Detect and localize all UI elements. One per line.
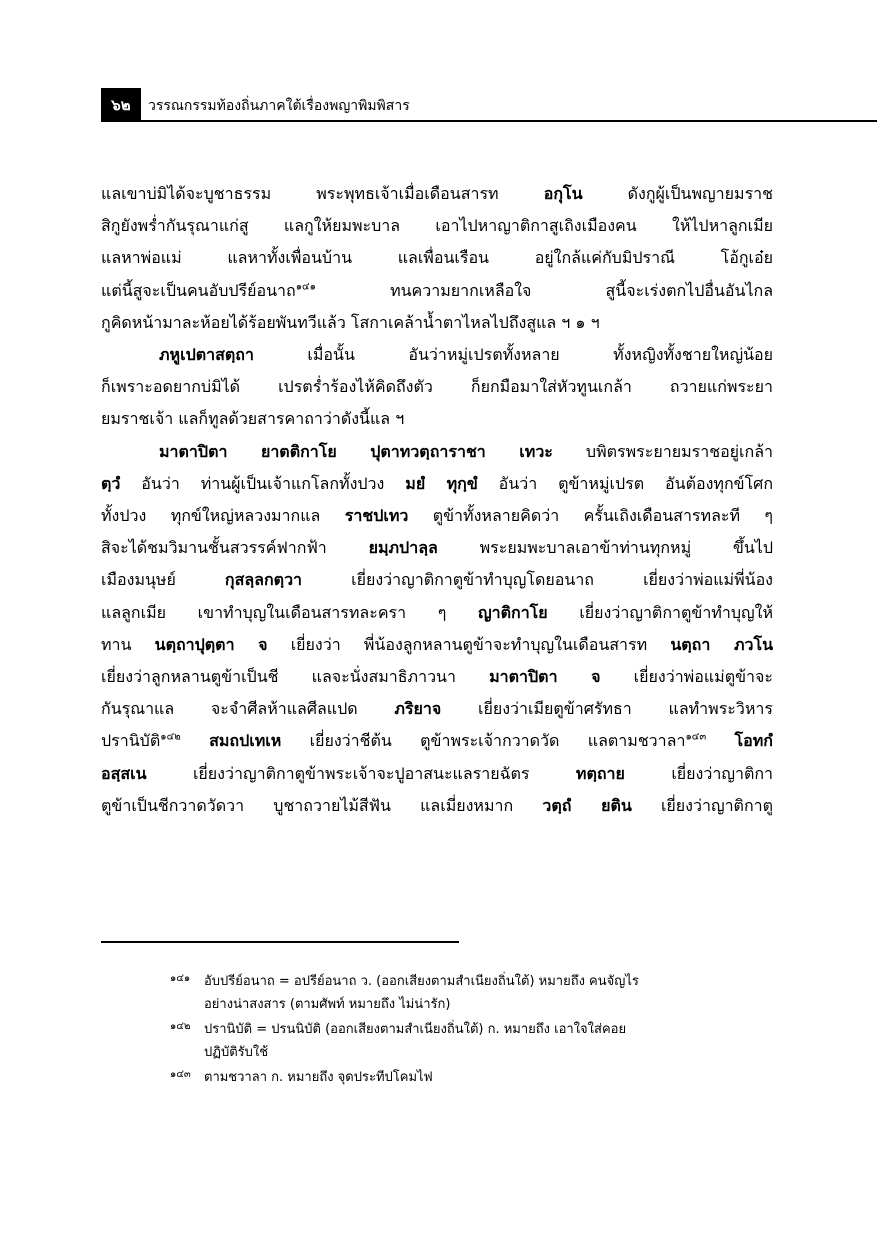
text-run: แต่นี้สูจะเป็นคนอับปรีย์อนาถ bbox=[101, 280, 296, 300]
pali-term: ยมฺภปาลฺล bbox=[368, 538, 438, 558]
text-run: เยี่ยงว่าญาติกาตูข้าพระเจ้าจะปูอาสนะแลรายฉัตร bbox=[146, 763, 576, 783]
pali-term: มาตาปิตา จ bbox=[489, 667, 601, 687]
running-head: วรรณกรรมท้องถิ่นภาคใต้เรื่องพญาพิมพิสาร bbox=[148, 98, 410, 114]
footnote-number: ๑๔๑ bbox=[170, 973, 191, 984]
text-run: ปรานิบัติ bbox=[101, 731, 161, 751]
text-run: สิกูยังพร่ำกันรุณาแก่สู แลกูให้ยมพะบาล เอาไปหาญาติกาสูเถิงเมืองคน ให้ไปหาลูกเมีย bbox=[101, 216, 773, 236]
footnote-line: อย่างน่าสงสาร (ตามศัพท์ หมายถึง ไม่น่ารัก) bbox=[204, 997, 451, 1012]
body-line bbox=[101, 758, 773, 790]
text-run: อันว่า ท่านผู้เป็นเจ้าแกโลกทั้งปวง bbox=[120, 473, 406, 493]
text-run: ก็เพราะอดยากบ่มิได้ เปรตร่ำร้องไห้คิดถึงตัว ก็ยกมือมาใส่หัวทูนเกล้า ถวายแก่พระยา bbox=[101, 377, 773, 397]
text-run: เมื่อนั้น อันว่าหมู่เปรตทั้งหลาย ทั้งหญิงทั้งชายใหญ่น้อย bbox=[253, 345, 773, 365]
body-line bbox=[101, 307, 773, 339]
pali-term: สมถปเทเห bbox=[209, 731, 282, 751]
pali-term: ภริยาจ bbox=[394, 699, 442, 719]
text-run: แลเขาบ่มิได้จะบูชาธรรม พระพุทธเจ้าเมื่อเดือนสารท bbox=[101, 184, 544, 203]
pali-term: โอทกํ bbox=[734, 731, 773, 751]
pali-term: ภหูเปตาสตฺถา bbox=[159, 345, 254, 365]
pali-term: นตฺถาปุตฺตา จ bbox=[154, 634, 268, 654]
body-line bbox=[101, 597, 773, 629]
footnote-ref: ๑๔๒ bbox=[160, 732, 181, 744]
header-rule bbox=[101, 120, 877, 122]
footnote-ref: ๑๔๑ bbox=[295, 281, 316, 293]
text-run: ดังกูผู้เป็นพญายมราช bbox=[582, 184, 773, 203]
text-run: ทนความยากเหลือใจ สูนี้จะเร่งตกไปอื่นอันไกล bbox=[315, 280, 773, 300]
body-text bbox=[101, 178, 773, 822]
text-run: สิจะได้ชมวิมานชั้นสวรรค์ฟากฟ้า bbox=[101, 538, 369, 558]
body-line bbox=[101, 371, 773, 403]
footnote-line: ปรานิบัติ = ปรนนิบัติ (ออกเสียงตามสำเนียงถิ่นใต้) ก. หมายถึง เอาใจใส่คอย bbox=[204, 1022, 627, 1037]
pali-term: มยํ ทุกฺขํ bbox=[405, 473, 478, 493]
pali-term: ราชปเทว bbox=[344, 506, 409, 526]
text-run: ทาน bbox=[101, 634, 155, 654]
footnote-line: ตามชวาลา ก. หมายถึง จุดประทีปโคมไฟ bbox=[204, 1070, 433, 1085]
body-line bbox=[101, 500, 773, 532]
body-line bbox=[101, 403, 773, 435]
footnote bbox=[170, 1018, 775, 1064]
text-run: เยี่ยงว่าญาติกาตู bbox=[631, 795, 773, 815]
footnote bbox=[170, 1066, 775, 1089]
body-line bbox=[101, 725, 773, 757]
body-line bbox=[101, 790, 773, 822]
text-run: กันรุณาแล จะจำศีลห้าแลศีลแปด bbox=[101, 699, 395, 719]
body-line bbox=[101, 436, 773, 468]
text-run: เยี่ยงว่าลูกหลานตูข้าเป็นชี แลจะนั่งสมาธิภาวนา bbox=[101, 667, 490, 687]
footnote-ref: ๑๔๓ bbox=[685, 732, 707, 744]
page-number: ๖๒ bbox=[111, 96, 131, 114]
text-run: บพิตรพระยายมราชอยู่เกล้า bbox=[552, 441, 773, 461]
text-run: แลลูกเมีย เขาทำบุญในเดือนสารทละครา ๆ bbox=[101, 602, 478, 622]
pali-term: ทตฺถาย bbox=[575, 763, 625, 783]
footnote-rule bbox=[101, 941, 459, 943]
pali-term: มาตาปิตา ยาตติกาโย ปุตาทวตฺถาราชา เทวะ bbox=[159, 441, 553, 461]
footnote-number: ๑๔๓ bbox=[170, 1069, 191, 1080]
pali-term: ตฺวํ bbox=[101, 473, 121, 493]
text-run: เยี่ยงว่าเมียตูข้าศรัทธา แลทำพระวิหาร bbox=[441, 699, 773, 719]
body-line bbox=[101, 178, 773, 210]
pali-term: กุสลฺลกตฺวา bbox=[224, 570, 303, 590]
footnotes bbox=[170, 970, 775, 1091]
body-line bbox=[101, 661, 773, 693]
body-line bbox=[101, 532, 773, 564]
text-run: เยี่ยงว่าชีต้น ตูข้าพระเจ้ากวาดวัด แลตามชวาลา bbox=[281, 731, 686, 751]
footnote-line: ปฏิบัติรับใช้ bbox=[204, 1045, 269, 1060]
body-line bbox=[101, 564, 773, 596]
pali-term: อสฺสเน bbox=[101, 763, 147, 783]
text-run: เยี่ยงว่า พี่น้องลูกหลานตูข้าจะทำบุญในเดือนสารท bbox=[267, 634, 671, 654]
text-run: ตูข้าทั้งหลายคิดว่า ครั้นเถิงเดือนสารทละที ๆ bbox=[408, 506, 773, 526]
text-run: กูคิดหน้ามาละห้อยได้ร้อยพันทวีแล้ว โสกาเคล้าน้ำตาไหลไปถึงสูแล ฯ ๑ ฯ bbox=[101, 312, 600, 332]
body-line bbox=[101, 693, 773, 725]
text-run: ทั้งปวง ทุกข์ใหญ่หลวงมากแล bbox=[101, 506, 345, 526]
text-run: เยี่ยงว่าพ่อแม่ตูข้าจะ bbox=[600, 667, 773, 687]
text-run: อันว่า ตูข้าหมู่เปรต อันต้องทุกข์โศก bbox=[477, 473, 773, 493]
body-line bbox=[101, 629, 773, 661]
text-run: เยี่ยงว่าญาติกา bbox=[624, 763, 773, 783]
text-run bbox=[181, 731, 209, 750]
text-run: พระยมพะบาลเอาข้าท่านทุกหมู่ ขึ้นไป bbox=[437, 538, 773, 558]
text-run: เยี่ยงว่าญาติกาตูข้าทำบุญโดยอนาถ เยี่ยงว่าพ่อแม่พี่น้อง bbox=[302, 570, 773, 590]
pali-term: นตฺถา ภวโน bbox=[670, 634, 773, 654]
text-run: แลหาพ่อแม่ แลหาทั้งเพื่อนบ้าน แลเพื่อนเรือน อยู่ใกล้แค่กับมิปราณี โอ้กูเอ๋ย bbox=[101, 248, 773, 268]
text-run bbox=[706, 731, 734, 750]
footnote-line: อับปรีย์อนาถ = อปรีย์อนาถ ว. (ออกเสียงตามสำเนียงถิ่นใต้) หมายถึง คนจัญไร bbox=[204, 974, 639, 989]
body-line bbox=[101, 242, 773, 274]
text-run: ยมราชเจ้า แลก็ทูลด้วยสารคาถาว่าดังนี้แล ฯ bbox=[101, 409, 405, 429]
body-line bbox=[101, 275, 773, 307]
body-line bbox=[101, 339, 773, 371]
body-line bbox=[101, 210, 773, 242]
footnote-number: ๑๔๒ bbox=[170, 1021, 191, 1032]
page-number-box bbox=[101, 88, 141, 122]
text-run: ตูข้าเป็นชีกวาดวัดวา บูชาถวายไม้สีฟัน แลเมี่ยงหมาก bbox=[101, 795, 543, 815]
pali-term: อกุโน bbox=[543, 184, 583, 203]
footnote bbox=[170, 970, 775, 1016]
text-run: เยี่ยงว่าญาติกาตูข้าทำบุญให้ bbox=[547, 602, 773, 622]
pali-term: ญาติกาโย bbox=[478, 602, 548, 622]
body-line bbox=[101, 468, 773, 500]
text-run: เมืองมนุษย์ bbox=[101, 570, 225, 590]
pali-term: วตฺถํ ยติน bbox=[542, 795, 632, 815]
